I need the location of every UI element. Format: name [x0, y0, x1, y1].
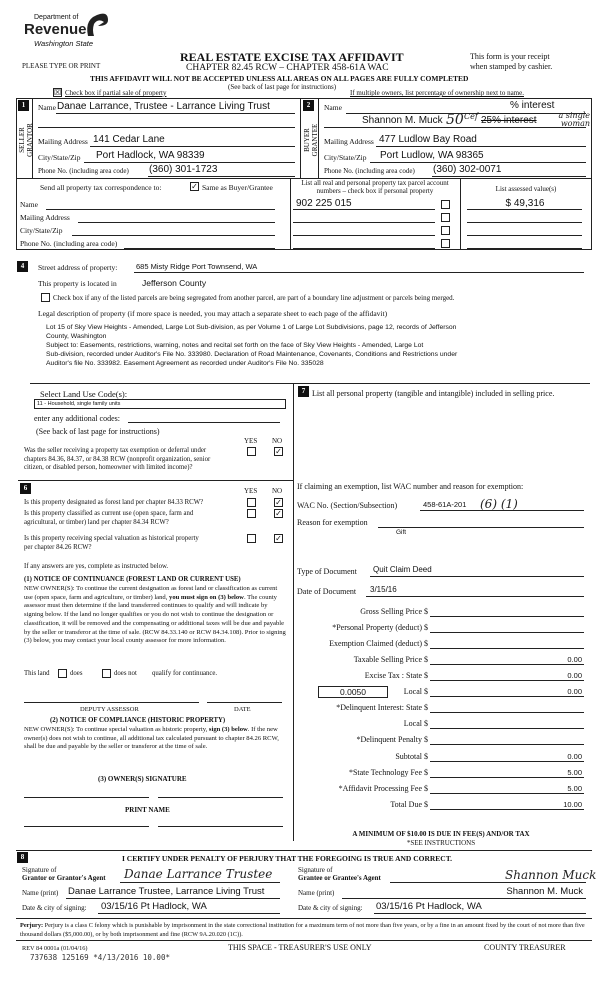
tax-row-value[interactable]: 5.00 — [567, 768, 582, 777]
receipt-note-2: when stamped by cashier. — [470, 62, 553, 71]
buyer-name-field[interactable]: Shannon M. Muck — [362, 115, 443, 126]
notice-compliance-title: (2) NOTICE OF COMPLIANCE (HISTORIC PROPERTY) — [50, 717, 226, 724]
assessor-date-label: DATE — [234, 706, 251, 713]
land-does-checkbox[interactable] — [58, 669, 67, 678]
doc-date-field[interactable]: 3/15/16 — [370, 585, 397, 594]
land-use-select[interactable]: 11 - Household, single family units — [34, 399, 286, 409]
parcel-number-1[interactable]: 902 225 015 — [296, 198, 352, 209]
grantee-date-field[interactable]: 03/15/16 Pt Hadlock, WA — [376, 901, 482, 912]
logo-revenue: Revenue — [24, 21, 87, 38]
assessed-value-1[interactable]: $ 49,316 — [505, 198, 545, 209]
tax-row-value[interactable]: 0.00 — [567, 655, 582, 664]
additional-codes-label: enter any additional codes: — [34, 414, 120, 423]
wac-handwritten: (6) (1) — [480, 497, 518, 511]
land-use-label: Select Land Use Code(s): — [40, 389, 128, 399]
county-field[interactable]: Jefferson County — [142, 278, 207, 288]
historical-yes-checkbox[interactable] — [247, 534, 256, 543]
exemption-yes-checkbox[interactable] — [247, 447, 256, 456]
buyer-mailing-field[interactable]: 477 Ludlow Bay Road — [379, 134, 477, 145]
grantee-name-field[interactable]: Shannon M. Muck — [506, 886, 583, 897]
print-name-label: PRINT NAME — [125, 806, 170, 814]
no-header: NO — [272, 437, 283, 445]
seller-name-label: Name — [38, 103, 56, 112]
see-instructions-note: *SEE INSTRUCTIONS — [406, 839, 476, 847]
no-header: NO — [272, 487, 283, 495]
owner-signature-label: (3) OWNER(S) SIGNATURE — [98, 775, 187, 783]
grantor-name-field[interactable]: Danae Larrance Trustee, Larrance Living Trust — [68, 886, 265, 897]
doc-type-field[interactable]: Quit Claim Deed — [373, 565, 432, 574]
assessed-header: List assessed value(s) — [495, 185, 557, 193]
tax-row-label: Excise Tax : State $ — [364, 671, 428, 680]
notice-compliance-text: NEW OWNER(S): To continue special valuation as historic property, sign (3) below. If the new owner(s) does not wish to continue, all additional tax calculated pursuant to chapter 84.26 RCW, shall be due and payable by the seller or transferor at the time of sale. — [24, 726, 279, 750]
form-title: REAL ESTATE EXCISE TAX AFFIDAVIT — [180, 50, 404, 64]
tax-row-value[interactable]: 5.00 — [567, 784, 582, 793]
tax-row-label: *Delinquent Penalty $ — [356, 735, 428, 744]
see-back: (See back of last page for instructions) — [228, 83, 337, 91]
please-type: PLEASE TYPE OR PRINT — [22, 62, 101, 70]
section-1-badge: 1 — [18, 100, 29, 111]
buyer-interest-2: 25% interest — [481, 115, 537, 126]
logo-state: Washington State — [34, 39, 94, 48]
current-use-question: Is this property classified as current use (open space, farm and agricultural, or timber) land per chapter 84.34 RCW? — [24, 510, 194, 526]
corr-city-label: City/State/Zip — [20, 226, 63, 235]
buyer-pct-handwritten-2: Cef — [464, 112, 478, 121]
land-use-see-back: (See back of last page for instructions) — [36, 427, 160, 436]
grantee-signature-label-2: Grantee or Grantee's Agent — [298, 874, 381, 882]
tax-row-label: Local $ — [403, 687, 428, 696]
treasurer-use-label: THIS SPACE - TREASURER'S USE ONLY — [228, 943, 372, 952]
buyer-note-handwritten: a single woman — [558, 111, 590, 128]
form-chapters: CHAPTER 82.45 RCW – CHAPTER 458-61A WAC — [186, 63, 389, 73]
current-use-yes-checkbox[interactable] — [247, 509, 256, 518]
doc-type-label: Type of Document — [297, 567, 357, 576]
seller-side-label: SELLER GRANTOR — [18, 123, 34, 157]
certify-statement: I CERTIFY UNDER PENALTY OF PERJURY THAT THE FOREGOING IS TRUE AND CORRECT. — [122, 854, 453, 863]
tax-row-label: *State Technology Fee $ — [348, 768, 428, 777]
perjury-notice: Perjury: Perjury is a class C felony which is punishable by imprisonment in the state correctional institution for a maximum term of not more than five years, or by a fine in an amount fixed by the court of not more than five thousand dollars ($5,000.00), or by both imprisonment and fine (RCW 9A.20.020 (1C)). — [20, 922, 585, 938]
corr-mailing-label: Mailing Address — [20, 213, 70, 222]
form-revision: REV 84 0001a (01/04/16) — [22, 945, 88, 952]
county-treasurer-label: COUNTY TREASURER — [484, 943, 566, 952]
seller-name-field[interactable]: Danae Larrance, Trustee - Larrance Living Trust — [57, 101, 270, 112]
buyer-interest-1[interactable]: % interest — [510, 100, 555, 111]
minimum-due-note: A MINIMUM OF $10.00 IS DUE IN FEE(S) AND/OR TAX — [352, 830, 530, 838]
forest-question: Is this property designated as forest land per chapter 84.33 RCW? — [24, 499, 204, 506]
buyer-pct-handwritten: 50 — [446, 112, 464, 128]
wac-field[interactable]: 458-61A-201 — [423, 500, 467, 509]
land-does-not-label: does not — [114, 670, 137, 677]
notice-continuance-title: (1) NOTICE OF CONTINUANCE (FOREST LAND OR CURRENT USE) — [24, 576, 241, 583]
forest-no-checkbox[interactable]: ✓ — [275, 498, 282, 507]
legal-description-label: Legal description of property (if more space is needed, you may attach a separate sheet to each page of the affidavit) — [38, 309, 388, 318]
if-yes-note: If any answers are yes, complete as instructed below. — [24, 563, 169, 570]
tax-row-label: Taxable Selling Price $ — [353, 655, 428, 664]
corr-phone-label: Phone No. (including area code) — [20, 239, 118, 248]
land-does-label: does — [70, 670, 83, 677]
segregated-checkbox[interactable] — [41, 293, 50, 302]
parcels-header: List all real and personal property tax parcel account numbers – check box if personal property — [301, 179, 449, 195]
grantor-date-label: Date & city of signing: — [22, 904, 87, 912]
tax-row-label: *Affidavit Processing Fee $ — [338, 784, 428, 793]
grantor-signature[interactable]: Danae Larrance Trustee — [124, 867, 273, 881]
logo-dept: Department of — [34, 14, 79, 21]
seller-phone-label: Phone No. (including area code) — [38, 167, 129, 175]
grantee-signature[interactable]: Shannon Muck — [505, 868, 597, 882]
grantee-date-label: Date & city of signing: — [298, 904, 363, 912]
buyer-side-label: BUYER GRANTEE — [303, 123, 319, 157]
section-6-badge: 6 — [20, 483, 31, 494]
current-use-no-checkbox[interactable]: ✓ — [275, 509, 282, 518]
personal-property-checkbox[interactable] — [441, 213, 450, 222]
street-field[interactable]: 685 Misty Ridge Port Townsend, WA — [136, 262, 258, 271]
correspondence-label: Send all property tax correspondence to: — [40, 183, 162, 192]
exemption-claim-label: If claiming an exemption, list WAC number and reason for exemption: — [297, 482, 524, 491]
tax-row-value[interactable]: 0.00 — [567, 671, 582, 680]
tax-row-label: *Personal Property (deduct) $ — [332, 623, 428, 632]
same-as-buyer-checkbox[interactable]: ✓ — [191, 182, 198, 191]
located-label: This property is located in — [38, 279, 117, 288]
personal-property-checkbox[interactable] — [441, 226, 450, 235]
forest-yes-checkbox[interactable] — [247, 498, 256, 507]
this-land-label: This land — [24, 670, 50, 677]
qualify-label: qualify for continuance. — [152, 670, 218, 677]
buyer-phone-label: Phone No. (including area code) — [324, 167, 415, 175]
owner-signature-line-2[interactable] — [158, 797, 283, 798]
tax-row-value[interactable]: 0.00 — [567, 687, 582, 696]
legal-description-field[interactable]: Lot 15 of Sky View Heights - Amended, Large Lot Sub-division, as per Volume 1 of Large Lot Subdivisions, page 12, records of Jefferson County, Washington Subject to: Easements, restrictions, warning, notes and recital set forth on the face of Sky View Heights - Amended, Large Lot Sub-division, recorded under Auditor's File No. 333980. Declaration of Road Maintenance, Covenants, Conditions and Restrictions under Auditor's file No. 333982. Easement Agreement as recorded under Auditor's File No. 335028 — [46, 324, 458, 367]
land-does-not-checkbox[interactable] — [102, 669, 111, 678]
yes-header: YES — [244, 487, 258, 495]
multiple-owners-note: If multiple owners, list percentage of ownership next to name. — [350, 89, 524, 97]
seller-mailing-label: Mailing Address — [38, 137, 88, 146]
corr-name-label: Name — [20, 200, 38, 209]
segregated-label: Check box if any of the listed parcels are being segregated from another parcel, are part of a boundary line adjustment or parcels being merged. — [53, 294, 455, 302]
tax-row-value[interactable]: 0.00 — [567, 752, 582, 761]
section-8-badge: 8 — [17, 852, 28, 863]
street-label: Street address of property: — [38, 263, 118, 272]
buyer-name-label: Name — [324, 103, 342, 112]
partial-sale-checkbox[interactable]: ☒ — [54, 88, 62, 97]
section-4-badge: 4 — [17, 261, 28, 272]
partial-sale-label: Check box if partial sale of property — [65, 89, 167, 97]
receipt-note-1: This form is your receipt — [470, 52, 550, 61]
owner-signature-line-1[interactable] — [24, 797, 149, 798]
wac-label: WAC No. (Section/Subsection) — [297, 501, 398, 510]
dor-logo-mark-icon — [82, 8, 110, 40]
yes-header: YES — [244, 437, 258, 445]
buyer-city-label: City/State/Zip — [324, 153, 367, 162]
grantee-signature-label-1: Signature of — [298, 866, 333, 874]
seller-city-label: City/State/Zip — [38, 153, 81, 162]
buyer-mailing-label: Mailing Address — [324, 137, 374, 146]
doc-date-label: Date of Document — [297, 587, 357, 596]
deputy-assessor-label: DEPUTY ASSESSOR — [80, 706, 139, 713]
tax-row-label: Exemption Claimed (deduct) $ — [329, 639, 428, 648]
tax-row-value[interactable]: 10.00 — [563, 800, 582, 809]
personal-property-checkbox[interactable] — [441, 239, 450, 248]
notice-continuance-text: NEW OWNER(S): To continue the current designation as forest land or classification as current use (open space, farm and agriculture, or timber) land, you must sign on (3) below. The county assessor must then determine if the land transferred continues to qualify and will indicate by signing below. If the land no longer qualifies or you do not wish to continue the designation or classification, it will be removed and the compensating or additional taxes will be due and payable by the seller or transferor at the time of sale. (RCW 84.33.140 or RCW 84.34.108). Prior to signing (3) below, you may contact your local county assessor for more information. — [24, 585, 286, 645]
seller-city-field[interactable]: Port Hadlock, WA 98339 — [96, 150, 205, 161]
grantor-name-label: Name (print) — [22, 889, 59, 897]
local-rate-field[interactable]: 0.0050 — [318, 686, 388, 698]
personal-property-label: List all personal property (tangible and intangible) included in selling price. — [312, 389, 555, 398]
tax-row-label: Subtotal $ — [395, 752, 428, 761]
grantor-signature-label-1: Signature of — [22, 866, 57, 874]
buyer-city-field[interactable]: Port Ludlow, WA 98365 — [380, 150, 484, 161]
exemption-question: Was the seller receiving a property tax exemption or deferral under chapters 84.36, 84.37, or 84.38 RCW (nonprofit organization, senior citizen, or disabled person, homeowner with limited income)? — [24, 447, 211, 471]
tax-row-label: *Delinquent Interest: State $ — [336, 703, 428, 712]
grantee-name-label: Name (print) — [298, 889, 335, 897]
exemption-no-checkbox[interactable]: ✓ — [275, 447, 282, 456]
reason-label: Reason for exemption — [297, 518, 368, 527]
form-warning: THIS AFFIDAVIT WILL NOT BE ACCEPTED UNLESS ALL AREAS ON ALL PAGES ARE FULLY COMPLETED — [90, 74, 469, 83]
tax-row-label: Total Due $ — [390, 800, 428, 809]
buyer-phone-field[interactable]: (360) 302-0071 — [433, 164, 502, 175]
tax-row-label: Gross Selling Price $ — [360, 607, 428, 616]
tax-row-label: Local $ — [403, 719, 428, 728]
same-as-buyer-label: Same as Buyer/Grantee — [202, 183, 273, 192]
seller-mailing-field[interactable]: 141 Cedar Lane — [93, 134, 165, 145]
grantor-date-field[interactable]: 03/15/16 Pt Hadlock, WA — [101, 901, 207, 912]
historical-no-checkbox[interactable]: ✓ — [275, 534, 282, 543]
section-2-badge: 2 — [303, 100, 314, 111]
section-7-badge: 7 — [298, 386, 309, 397]
reason-field[interactable]: Gift — [396, 529, 407, 536]
seller-phone-field[interactable]: (360) 301-1723 — [149, 164, 218, 175]
personal-property-checkbox[interactable] — [441, 200, 450, 209]
treasurer-stamp: 737638 125169 *4/13/2016 10.00* — [30, 953, 170, 962]
historical-question: Is this property receiving special valuation as historical property per chapter 84.26 RCW? — [24, 535, 199, 551]
grantor-signature-label-2: Grantor or Grantor's Agent — [22, 874, 106, 882]
